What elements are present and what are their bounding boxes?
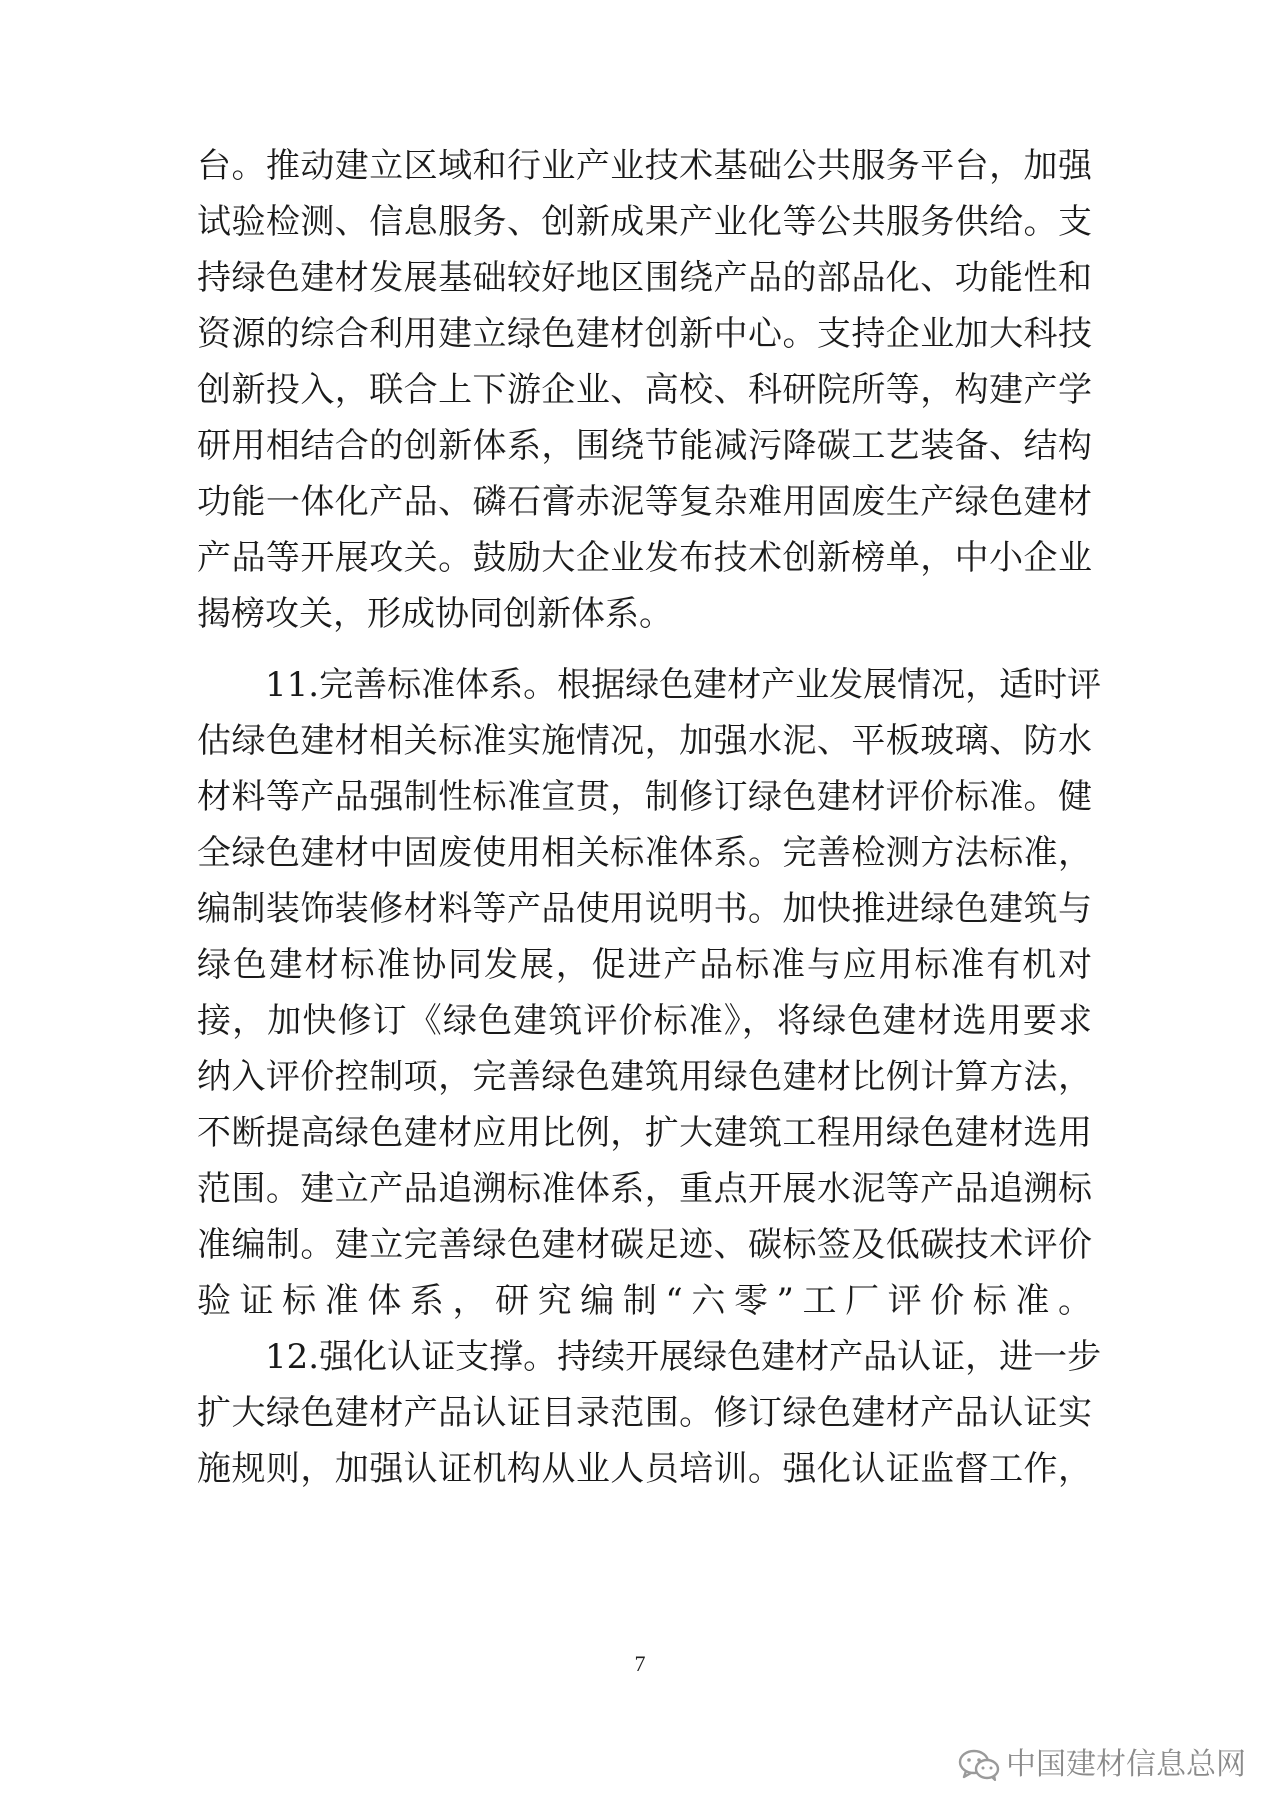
watermark-text: 中国建材信息总网 — [1006, 1747, 1246, 1782]
text-line: 全绿色建材中固废使用相关标准体系。完善检测方法标准， — [197, 833, 1092, 873]
text-line: 试验检测、信息服务、创新成果产业化等公共服务供给。支 — [197, 202, 1092, 242]
text-line: 编制装饰装修材料等产品使用说明书。加快推进绿色建筑与 — [197, 889, 1092, 929]
page-number: 7 — [634, 1651, 646, 1676]
section-heading-line: 12.强化认证支撑。持续开展绿色建材产品认证，进一步 — [265, 1337, 1102, 1377]
text-line: 资源的综合利用建立绿色建材创新中心。支持企业加大科技 — [197, 314, 1092, 354]
text-line: 扩大绿色建材产品认证目录范围。修订绿色建材产品认证实 — [197, 1393, 1092, 1433]
text-line: 接，加快修订《绿色建筑评价标准》，将绿色建材选用要求 — [197, 1001, 1092, 1041]
text-line: 估绿色建材相关标准实施情况，加强水泥、平板玻璃、防水 — [197, 721, 1092, 761]
text-line: 台。推动建立区域和行业产业技术基础公共服务平台，加强 — [197, 146, 1092, 186]
text-line: 准编制。建立完善绿色建材碳足迹、碳标签及低碳技术评价 — [197, 1225, 1092, 1265]
text-line: 施规则，加强认证机构从业人员培训。强化认证监督工作， — [197, 1449, 1092, 1489]
wechat-icon — [958, 1749, 1000, 1781]
text-line: 纳入评价控制项，完善绿色建筑用绿色建材比例计算方法， — [197, 1057, 1092, 1097]
text-line: 创新投入，联合上下游企业、高校、科研院所等，构建产学 — [197, 370, 1092, 410]
section-heading-line: 11.完善标准体系。根据绿色建材产业发展情况，适时评 — [265, 665, 1102, 705]
text-line: 不断提高绿色建材应用比例，扩大建筑工程用绿色建材选用 — [197, 1113, 1092, 1153]
text-line: 产品等开展攻关。鼓励大企业发布技术创新榜单，中小企业 — [197, 538, 1092, 578]
text-line: 材料等产品强制性标准宣贯，制修订绿色建材评价标准。健 — [197, 777, 1092, 817]
text-line: 持绿色建材发展基础较好地区围绕产品的部品化、功能性和 — [197, 258, 1092, 298]
text-line: 绿色建材标准协同发展，促进产品标准与应用标准有机对 — [197, 945, 1092, 985]
watermark — [958, 1745, 1246, 1785]
text-line: 揭榜攻关，形成协同创新体系。 — [197, 594, 673, 634]
text-line: 研用相结合的创新体系，围绕节能减污降碳工艺装备、结构 — [197, 426, 1092, 466]
text-line: 功能一体化产品、磷石膏赤泥等复杂难用固废生产绿色建材 — [197, 482, 1092, 522]
text-line: 验证标准体系，研究编制“六零”工厂评价标准。 — [197, 1281, 1092, 1321]
text-line: 范围。建立产品追溯标准体系，重点开展水泥等产品追溯标 — [197, 1169, 1092, 1209]
